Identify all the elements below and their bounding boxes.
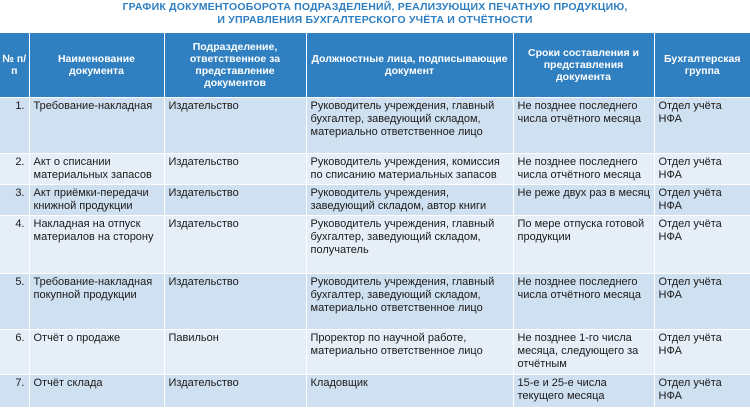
cell-dept: Издательство	[164, 98, 306, 154]
cell-group: Отдел учёта НФА	[654, 375, 750, 407]
table-row	[0, 375, 750, 407]
cell-officials: Руководитель учреждения, заведующий складом, автор книги	[306, 185, 513, 216]
title-line-2: И УПРАВЛЕНИЯ БУХГАЛТЕРСКОГО УЧЁТА И ОТЧЁТНОСТИ	[217, 14, 533, 26]
cell-name: Требование-накладная покупной продукции	[29, 274, 164, 330]
cell-dept: Павильон	[164, 330, 306, 375]
table-row	[0, 154, 750, 185]
table-row	[0, 330, 750, 375]
cell-dept: Издательство	[164, 185, 306, 216]
cell-dept: Издательство	[164, 375, 306, 407]
table-row	[0, 216, 750, 274]
header-name: Наименование документа	[29, 33, 164, 98]
cell-officials: Руководитель учреждения, комиссия по списанию материальных запасов	[306, 154, 513, 185]
cell-num: 1.	[0, 98, 29, 154]
cell-deadlines: Не реже двух раз в месяц	[513, 185, 654, 216]
header-dept: Подразделение, ответственное за представление документов	[164, 33, 306, 98]
cell-num: 3.	[0, 185, 29, 216]
cell-name: Акт приёмки-передачи книжной продукции	[29, 185, 164, 216]
title-line-1: ГРАФИК ДОКУМЕНТООБОРОТА ПОДРАЗДЕЛЕНИЙ, РЕАЛИЗУЮЩИХ ПЕЧАТНУЮ ПРОДУКЦИЮ,	[122, 1, 628, 13]
header-num: № п/п	[0, 33, 29, 98]
header-officials: Должностные лица, подписывающие документ	[306, 33, 513, 98]
cell-group: Отдел учёта НФА	[654, 274, 750, 330]
cell-group: Отдел учёта НФА	[654, 216, 750, 274]
header-group: Бухгалтерская группа	[654, 33, 750, 98]
cell-num: 7.	[0, 375, 29, 407]
cell-officials: Кладовщик	[306, 375, 513, 407]
table-header-row	[0, 33, 750, 98]
cell-name: Требование-накладная	[29, 98, 164, 154]
cell-dept: Издательство	[164, 154, 306, 185]
header-deadlines: Сроки составления и представления документа	[513, 33, 654, 98]
cell-officials: Руководитель учреждения, главный бухгалтер, заведующий складом, материально ответственное лицо	[306, 274, 513, 330]
cell-dept: Издательство	[164, 216, 306, 274]
cell-name: Отчёт склада	[29, 375, 164, 407]
cell-deadlines: Не позднее 1-го числа месяца, следующего за отчётным	[513, 330, 654, 375]
cell-officials: Проректор по научной работе, материально ответственное лицо	[306, 330, 513, 375]
cell-group: Отдел учёта НФА	[654, 185, 750, 216]
cell-num: 5.	[0, 274, 29, 330]
table-row	[0, 274, 750, 330]
cell-deadlines: Не позднее последнего числа отчётного месяца	[513, 98, 654, 154]
cell-officials: Руководитель учреждения, главный бухгалтер, заведующий складом, получатель	[306, 216, 513, 274]
document-flow-table	[0, 33, 750, 407]
cell-deadlines: Не позднее последнего числа отчётного месяца	[513, 274, 654, 330]
cell-officials: Руководитель учреждения, главный бухгалтер, заведующий складом, материально ответственное лицо	[306, 98, 513, 154]
cell-deadlines: Не позднее последнего числа отчётного месяца	[513, 154, 654, 185]
table-row	[0, 185, 750, 216]
cell-name: Отчёт о продаже	[29, 330, 164, 375]
cell-num: 4.	[0, 216, 29, 274]
cell-deadlines: По мере отпуска готовой продукции	[513, 216, 654, 274]
cell-num: 2.	[0, 154, 29, 185]
cell-num: 6.	[0, 330, 29, 375]
table-row	[0, 98, 750, 154]
cell-group: Отдел учёта НФА	[654, 154, 750, 185]
cell-group: Отдел учёта НФА	[654, 98, 750, 154]
cell-name: Акт о списании материальных запасов	[29, 154, 164, 185]
cell-dept: Издательство	[164, 274, 306, 330]
cell-group: Отдел учёта НФА	[654, 330, 750, 375]
cell-name: Накладная на отпуск материалов на сторону	[29, 216, 164, 274]
document-title	[0, 0, 750, 33]
cell-deadlines: 15-е и 25-е числа текущего месяца	[513, 375, 654, 407]
